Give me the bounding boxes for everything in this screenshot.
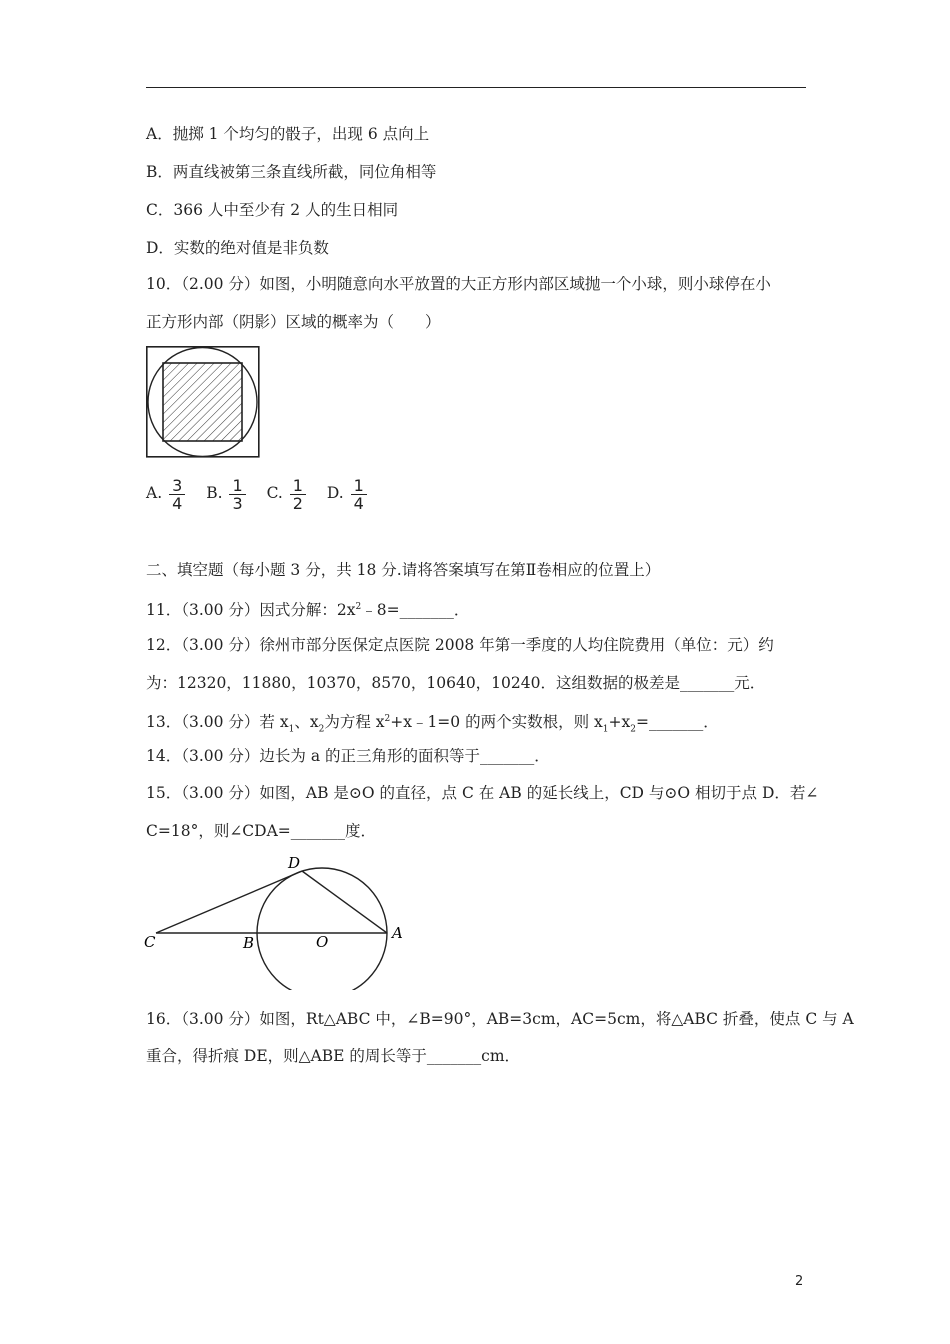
label-b: B xyxy=(243,934,255,952)
fraction: $\frac{1}{4}$ xyxy=(351,477,367,512)
q10-option-a: A. $\frac{3}{4}$ xyxy=(146,474,187,512)
label-o: O xyxy=(316,933,329,951)
q15-line2: C=18°，则∠CDA=_______度． xyxy=(146,822,377,840)
q10-figure xyxy=(146,346,260,458)
q10-option-d: D. $\frac{1}{4}$ xyxy=(327,474,369,512)
fraction: $\frac{1}{3}$ xyxy=(229,477,245,512)
label-c: C xyxy=(144,933,156,951)
shaded-square xyxy=(163,363,242,441)
q16-line2: 重合，得折痕 DE，则△ABE 的周长等于_______cm． xyxy=(146,1047,521,1065)
q9-option-b: B．两直线被第三条直线所截，同位角相等 xyxy=(146,163,437,181)
page-number: 2 xyxy=(795,1274,804,1289)
q12-line1: 12．（3.00 分）徐州市部分医保定点医院 2008 年第一季度的人均住院费用（单位：元）约 xyxy=(146,636,774,654)
q10-line1: 10．（2.00 分）如图，小明随意向水平放置的大正方形内部区域抛一个小球，则小球停在小 xyxy=(146,275,771,293)
q13: 13．（3.00 分）若 $x_1$、$x_2$为方程 $x^2+x﹣1=0$ 的两个实数根，则 $x_1+x_2=\_\_\_\_\_\_\_$． xyxy=(146,713,719,735)
q9-option-c: C．366 人中至少有 2 人的生日相同 xyxy=(146,201,399,219)
q10-options xyxy=(146,474,383,512)
q12-line2: 为：12320，11880，10370，8570，10640，10240．这组数据的极差是_______元． xyxy=(146,674,766,692)
q10-option-c: C. $\frac{1}{2}$ xyxy=(267,474,308,512)
q9-option-d: D．实数的绝对值是非负数 xyxy=(146,239,329,257)
tangent-cd xyxy=(156,871,302,933)
q15-line1: 15．（3.00 分）如图，AB 是⊙O 的直径，点 C 在 AB 的延长线上，CD 与⊙O 相切于点 D．若∠ xyxy=(146,784,819,802)
section2-title: 二、填空题（每小题 3 分，共 18 分.请将答案填写在第Ⅱ卷相应的位置上） xyxy=(146,561,661,579)
q16-line1: 16．（3.00 分）如图，Rt△ABC 中，∠B=90°，AB=3cm，AC=5cm，将△ABC 折叠，使点 C 与 A xyxy=(146,1010,854,1028)
label-d: D xyxy=(288,854,301,872)
q9-option-a: A．抛掷 1 个均匀的骰子，出现 6 点向上 xyxy=(146,125,430,143)
q15-figure xyxy=(140,850,410,990)
q11: 11．（3.00 分）因式分解：$2x^2﹣8=\_\_\_\_\_\_\_$． xyxy=(146,601,470,620)
q10-line2: 正方形内部（阴影）区域的概率为（ ） xyxy=(146,313,441,331)
q10-option-b: B. $\frac{1}{3}$ xyxy=(206,474,247,512)
fraction: $\frac{1}{2}$ xyxy=(290,477,306,512)
label-a: A xyxy=(392,924,403,942)
chord-da xyxy=(302,871,387,933)
header-rule xyxy=(146,87,806,88)
fraction: $\frac{3}{4}$ xyxy=(169,477,185,512)
q14: 14．（3.00 分）边长为 a 的正三角形的面积等于_______． xyxy=(146,747,550,765)
